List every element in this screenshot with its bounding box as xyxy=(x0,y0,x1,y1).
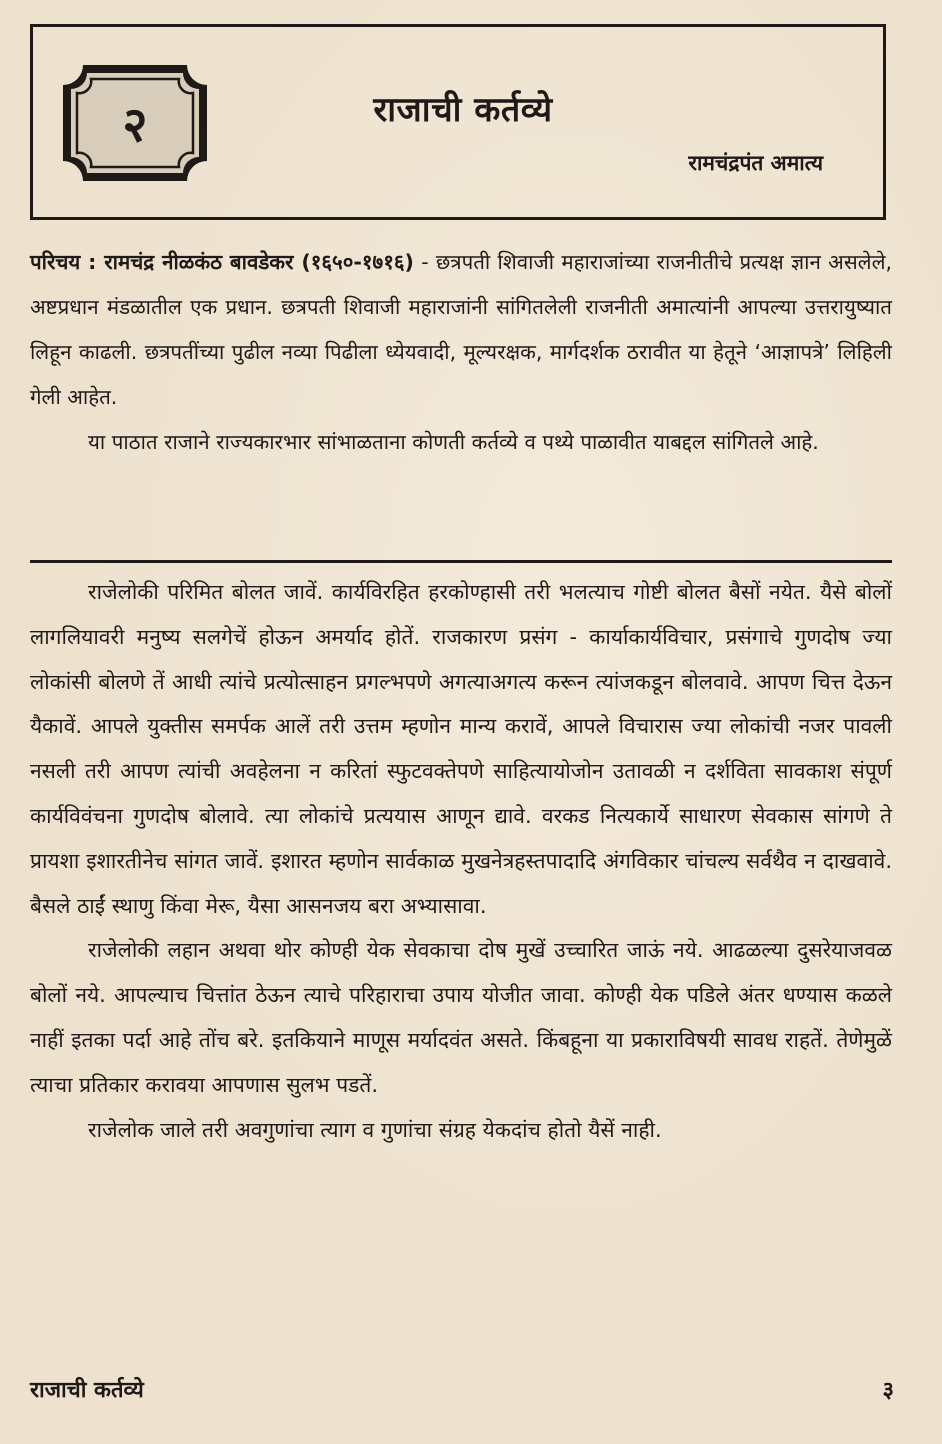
chapter-number: २ xyxy=(122,96,148,153)
intro-paragraph xyxy=(30,240,892,420)
introduction-section xyxy=(30,240,892,465)
chapter-number-badge xyxy=(61,63,209,183)
main-text xyxy=(30,570,892,1152)
chapter-title: राजाची कर्तव्ये xyxy=(373,90,553,130)
body-paragraph: राजेलोकी परिमित बोलत जावें. कार्यविरहित हरकोण्हासी तरी भलत्याच गोष्टी बोलत बैसों नयेत. यैसे बोलों लागलियावरी मनुष्य सलगेचें होऊन अमर्याद होतें. राजकारण प्रसंग - कार्याकार्यविचार, प्रसंगाचे गुणदोष ज्या लोकांसी बोलणे तें आधी त्यांचे प्रत्योत्साहन प्रगल्भपणे अगत्याअगत्य करून त्यांजकडून बोलवावे. आपण चित्त देऊन यैकावें. आपले युक्तीस समर्पक आलें तरी उत्तम म्हणोन मान्य करावें, आपले विचारास ज्या लोकांची नजर पावली नसली तरी आपण त्यांची अवहेलना न करितां स्फुटवक्तेपणे साहित्यायोजोन उतावळी न दर्शविता सावकाश संपूर्ण कार्यविवंचना गुणदोष बोलावे. त्या लोकांचे प्रत्ययास आणून द्यावे. वरकड नित्यकार्ये साधारण सेवकास सांगणे ते प्रायशा इशारतीनेच सांगत जावें. इशारत म्हणोन सार्वकाळ मुखनेत्रहस्तपादादि अंगविकार चांचल्य सर्वथैव न दाखवावे. बैसले ठाईं स्थाणु किंवा मेरू, यैसा आसनजय बरा अभ्यासावा. xyxy=(30,580,892,918)
footer-title: राजाची कर्तव्ये xyxy=(30,1378,144,1403)
chapter-author: रामचंद्रपंत अमात्य xyxy=(688,151,823,175)
body-paragraph: राजेलोक जाले तरी अवगुणांचा त्याग व गुणांचा संग्रह येकदांच होतो यैसें नाही. xyxy=(88,1117,662,1142)
page-number: ३ xyxy=(882,1378,894,1403)
intro-label: परिचय : रामचंद्र नीळकंठ बावडेकर (१६५०-१७१६) xyxy=(30,250,414,274)
body-paragraph: राजेलोकी लहान अथवा थोर कोण्ही येक सेवकाचा दोष मुखें उच्चारित जाऊं नये. आढळल्या दुसरेयाजवळ बोलों नये. आपल्याच चित्तांत ठेऊन त्याचे परिहाराचा उपाय योजीत जावा. कोण्ही येक पडिले अंतर धण्यास कळले नाहीं इतका पर्दा आहे तोंच बरे. इतकियाने माणूस मर्यादवंत असते. किंबहूना या प्रकाराविषयी सावध राहतें. तेणेमुळें त्याचा प्रतिकार करावया आपणास सुलभ पडतें. xyxy=(30,938,892,1097)
intro-summary: या पाठात राजाने राज्यकारभार सांभाळताना कोणती कर्तव्ये व पथ्ये पाळावीत याबद्दल सांगितले आहे. xyxy=(88,430,819,454)
intro-text: - छत्रपती शिवाजी महाराजांच्या राजनीतीचे प्रत्यक्ष ज्ञान असलेले, अष्टप्रधान मंडळातील एक प्रधान. छत्रपती शिवाजी महाराजांनी सांगितलेली राजनीती अमात्यांनी आपल्या उत्तरायुष्यात लिहून काढली. छत्रपतींच्या पुढील नव्या पिढीला ध्येयवादी, मूल्यरक्षक, मार्गदर्शक ठरावीत या हेतूने ‘आज्ञापत्रे’ लिहिली गेली आहेत. xyxy=(30,250,892,409)
chapter-header-box xyxy=(30,24,886,220)
section-divider xyxy=(30,560,892,563)
